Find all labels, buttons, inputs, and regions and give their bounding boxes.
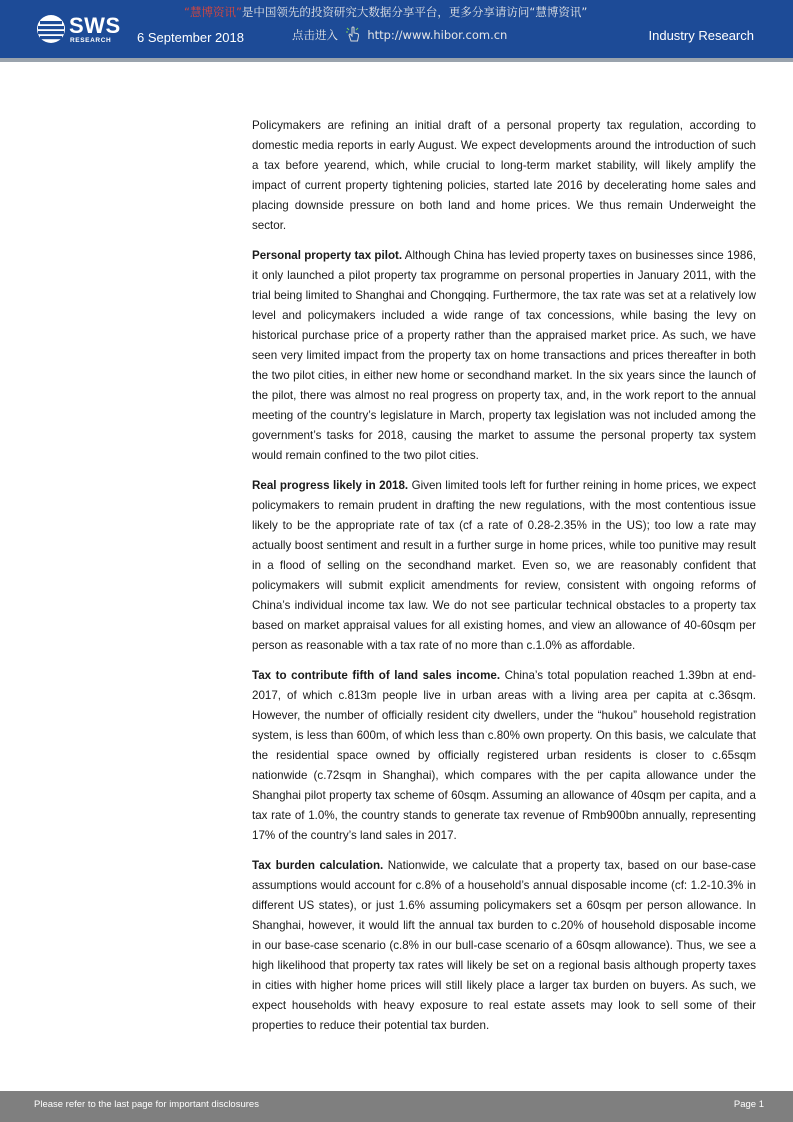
paragraph-heading: Personal property tax pilot. <box>252 249 403 262</box>
report-body <box>252 116 756 1046</box>
paragraph-tax-burden <box>252 856 756 1036</box>
page-footer <box>0 1091 793 1122</box>
watermark-url-link[interactable]: http://www.hibor.com.cn <box>367 28 508 42</box>
report-date: 6 September 2018 <box>137 30 244 45</box>
logo-wordmark: SWS <box>69 13 121 38</box>
footer-disclaimer: Please refer to the last page for important disclosures <box>34 1099 259 1110</box>
paragraph-text: Given limited tools left for further reining in home prices, we expect policymakers to remain prudent in drafting the new regulations, with the most contentious issue likely to be the appropriate rate of tax (cf a rate of 0.28-2.35% in the US); too low a rate may actually boost sentiment and result in a further surge in home prices, while too punitive may result in a flood of selling on the secondhand market. Even so, we are reasonably confident that policymakers will submit explicit amendments for review, consistent with ongoing reforms of China’s individual income tax law. We do not see particular technical obstacles to a property tax based on market appraisal values for all existing homes, and view an allowance of 40-60sqm per person as reasonable with a tax rate of no more than c.1.0% as affordable. <box>252 479 757 652</box>
header-divider <box>0 58 793 62</box>
paragraph-progress <box>252 476 756 656</box>
logo-subtext: RESEARCH <box>70 37 112 44</box>
paragraph-intro <box>252 116 756 236</box>
report-section: Industry Research <box>648 28 754 43</box>
paragraph-text: Nationwide, we calculate that a property tax, based on our base-case assumptions would account for c.8% of a household’s annual disposable income (cf: 1.2-10.3% in different US states), or just 1.6% assuming policymakers set a 60sqm per person allowance. In Shanghai, however, it would lift the annual tax burden to c.20% of household disposable income in our base-case scenario (c.8% in our bull-case scenario of a 60sqm allowance). Thus, we see a high likelihood that property tax rates will likely be set on a regional basis although property taxes in cities with higher home prices will still likely place a larger tax burden on buyers. As such, we expect households with heavy exposure to real estate assets may look to sell some of their properties to reduce their potential tax burden. <box>252 859 756 1032</box>
watermark-brand: “慧博资讯” <box>184 5 242 19</box>
sws-logo-mark-icon <box>36 14 66 44</box>
paragraph-heading: Tax to contribute fifth of land sales income. <box>252 669 501 682</box>
paragraph-land-sales <box>252 666 756 846</box>
hand-pointer-icon <box>344 25 362 43</box>
page-header <box>0 0 793 58</box>
sws-logo <box>36 14 124 50</box>
paragraph-text: China’s total population reached 1.39bn at end-2017, of which c.813m people live in urban areas with a living area per capita at c.36sqm. However, the number of officially resident city dwellers, under the “hukou” household registration system, is less than 600m, of which less than c.80% own property. On this basis, we calculate that the residential space owned by officially registered urban residents is closer to c.65sqm nationwide (c.72sqm in Shanghai), which compares with the per capita allowance under the Shanghai pilot property tax scheme of 60sqm. Assuming an allowance of 40sqm per capita, and a tax rate of 1.0%, the country stands to generate tax revenue of Rmb900bn annually, representing 17% of the country’s land sales in 2017. <box>252 669 756 842</box>
paragraph-pilot <box>252 246 756 466</box>
paragraph-text: Policymakers are refining an initial draft of a personal property tax regulation, according to domestic media reports in early August. We expect developments around the introduction of such a tax before yearend, which, while crucial to long-term market stability, will likely amplify the impact of current property tightening policies, started late 2016 by decelerating home sales and placing downside pressure on both land and home prices. We thus remain Underweight the sector. <box>252 119 756 232</box>
paragraph-text: Although China has levied property taxes on businesses since 1986, it only launched a pilot property tax programme on personal properties in January 2011, with the trial being limited to Shanghai and Chongqing. Furthermore, the tax rate was set at a relatively low level and policymakers included a wide range of tax concessions, while basing the levy on historical purchase price of a property rather than the appraised market price. As such, we have seen very limited impact from the property tax on home transactions and prices thereafter in both the two pilot cities, in either new home or secondhand market. In the six years since the launch of the pilot, there was almost no real progress on property tax, and, in the work report to the annual meeting of the country’s legislature in March, property tax legislation was not included among the government’s tasks for 2018, causing the market to assume the personal property tax system would remain confined to the two pilot cities. <box>252 249 756 462</box>
paragraph-heading: Tax burden calculation. <box>252 859 384 872</box>
watermark-line-1 <box>184 5 587 19</box>
page-number: Page 1 <box>733 1099 764 1110</box>
watermark-line-2[interactable] <box>292 25 507 43</box>
watermark-enter-text: 点击进入 <box>292 28 338 42</box>
paragraph-heading: Real progress likely in 2018. <box>252 479 409 492</box>
watermark-message: 是中国领先的投资研究大数据分享平台，更多分享请访问“慧博资讯” <box>241 5 588 19</box>
